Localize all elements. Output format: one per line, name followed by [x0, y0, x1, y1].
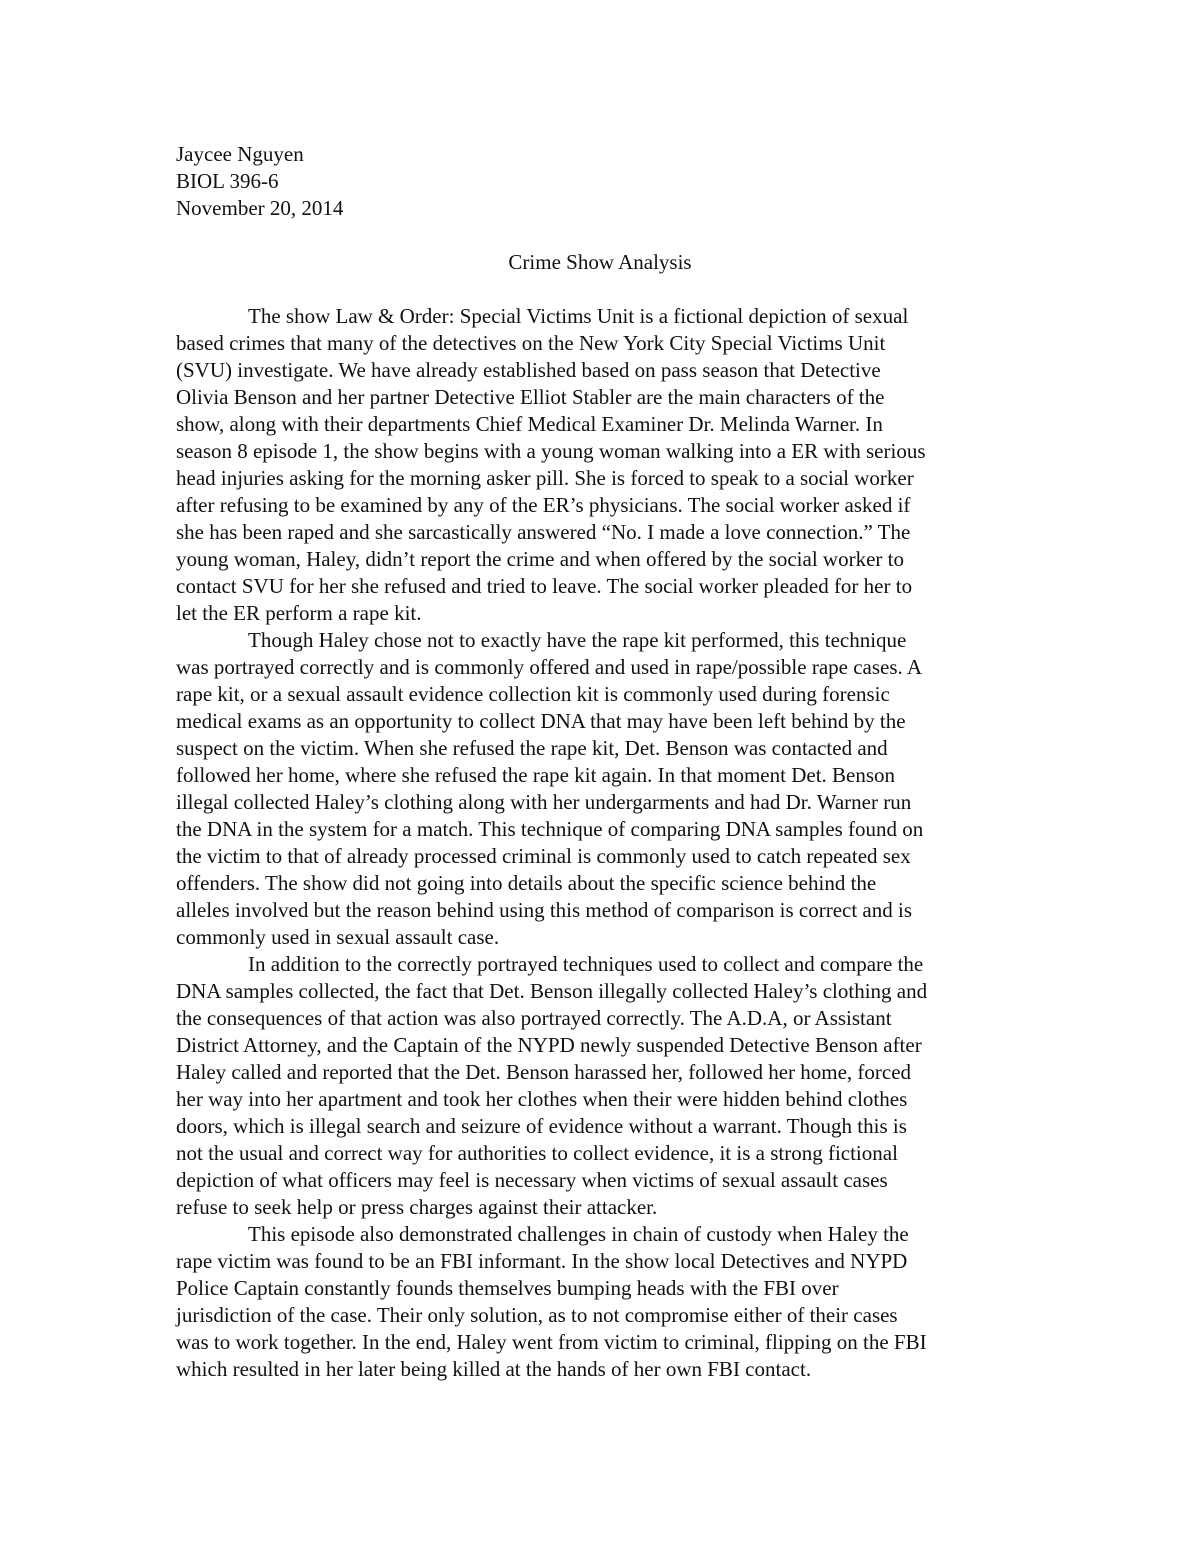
paragraph-line: followed her home, where she refused the rape kit again. In that moment Det. Benson	[176, 763, 896, 787]
document-page	[176, 141, 1024, 1383]
paragraph-line: was portrayed correctly and is commonly offered and used in rape/possible rape cases. A	[176, 655, 923, 679]
course-code: BIOL 396-6	[176, 169, 279, 193]
paragraph-line: illegal collected Haley’s clothing along with her undergarments and had Dr. Warner run	[176, 790, 912, 814]
paragraph-line: DNA samples collected, the fact that Det. Benson illegally collected Haley’s clothing and	[176, 979, 928, 1003]
paragraph-line: the consequences of that action was also portrayed correctly. The A.D.A, or Assistant	[176, 1006, 892, 1030]
paragraph-line: not the usual and correct way for authorities to collect evidence, it is a strong fictional	[176, 1141, 898, 1165]
paragraph-line: her way into her apartment and took her clothes when their were hidden behind clothes	[176, 1087, 908, 1111]
paragraph	[176, 627, 1024, 951]
paragraph-line: which resulted in her later being killed at the hands of her own FBI contact.	[176, 1357, 812, 1381]
document-title: Crime Show Analysis	[508, 250, 692, 274]
paragraph-line: after refusing to be examined by any of the ER’s physicians. The social worker asked if	[176, 493, 911, 517]
document-date: November 20, 2014	[176, 196, 344, 220]
paragraph-line: refuse to seek help or press charges against their attacker.	[176, 1195, 658, 1219]
paragraph-line: let the ER perform a rape kit.	[176, 601, 422, 625]
paragraph-line: young woman, Haley, didn’t report the crime and when offered by the social worker to	[176, 547, 904, 571]
paragraph	[176, 303, 1024, 627]
paragraph-line: rape victim was found to be an FBI informant. In the show local Detectives and NYPD	[176, 1249, 908, 1273]
paragraph-line: Olivia Benson and her partner Detective Elliot Stabler are the main characters of the	[176, 385, 885, 409]
paragraph-line: This episode also demonstrated challenges in chain of custody when Haley the	[248, 1222, 909, 1246]
paragraph-line: rape kit, or a sexual assault evidence collection kit is commonly used during forensic	[176, 682, 890, 706]
paragraph	[176, 1221, 1024, 1383]
paragraph-line: season 8 episode 1, the show begins with a young woman walking into a ER with serious	[176, 439, 926, 463]
paragraph-line: show, along with their departments Chief Medical Examiner Dr. Melinda Warner. In	[176, 412, 883, 436]
paragraph-line: District Attorney, and the Captain of the NYPD newly suspended Detective Benson after	[176, 1033, 922, 1057]
paragraph-line: head injuries asking for the morning asker pill. She is forced to speak to a social worker	[176, 466, 914, 490]
paragraph-line: doors, which is illegal search and seizure of evidence without a warrant. Though this is	[176, 1114, 907, 1138]
paragraph-line: Though Haley chose not to exactly have the rape kit performed, this technique	[248, 628, 907, 652]
paragraph-line: alleles involved but the reason behind using this method of comparison is correct and is	[176, 898, 913, 922]
document-body	[176, 303, 1024, 1383]
paragraph	[176, 951, 1024, 1221]
paragraph-line: contact SVU for her she refused and tried to leave. The social worker pleaded for her to	[176, 574, 913, 598]
paragraph-line: jurisdiction of the case. Their only solution, as to not compromise either of their cases	[176, 1303, 898, 1327]
paragraph-line: the victim to that of already processed criminal is commonly used to catch repeated sex	[176, 844, 911, 868]
paragraph-line: The show Law & Order: Special Victims Unit is a fictional depiction of sexual	[248, 304, 909, 328]
paragraph-line: In addition to the correctly portrayed techniques used to collect and compare the	[248, 952, 924, 976]
author-name: Jaycee Nguyen	[176, 142, 304, 166]
paragraph-line: medical exams as an opportunity to collect DNA that may have been left behind by the	[176, 709, 906, 733]
paragraph-line: Haley called and reported that the Det. Benson harassed her, followed her home, forced	[176, 1060, 912, 1084]
paragraph-line: (SVU) investigate. We have already established based on pass season that Detective	[176, 358, 881, 382]
paragraph-line: the DNA in the system for a match. This technique of comparing DNA samples found on	[176, 817, 924, 841]
paragraph-line: Police Captain constantly founds themselves bumping heads with the FBI over	[176, 1276, 839, 1300]
paragraph-line: based crimes that many of the detectives on the New York City Special Victims Unit	[176, 331, 886, 355]
paragraph-line: suspect on the victim. When she refused the rape kit, Det. Benson was contacted and	[176, 736, 888, 760]
paragraph-line: commonly used in sexual assault case.	[176, 925, 500, 949]
paragraph-line: depiction of what officers may feel is necessary when victims of sexual assault cases	[176, 1168, 888, 1192]
paragraph-line: offenders. The show did not going into details about the specific science behind the	[176, 871, 877, 895]
paragraph-line: she has been raped and she sarcastically answered “No. I made a love connection.” The	[176, 520, 911, 544]
paragraph-line: was to work together. In the end, Haley went from victim to criminal, flipping on the FBI	[176, 1330, 927, 1354]
